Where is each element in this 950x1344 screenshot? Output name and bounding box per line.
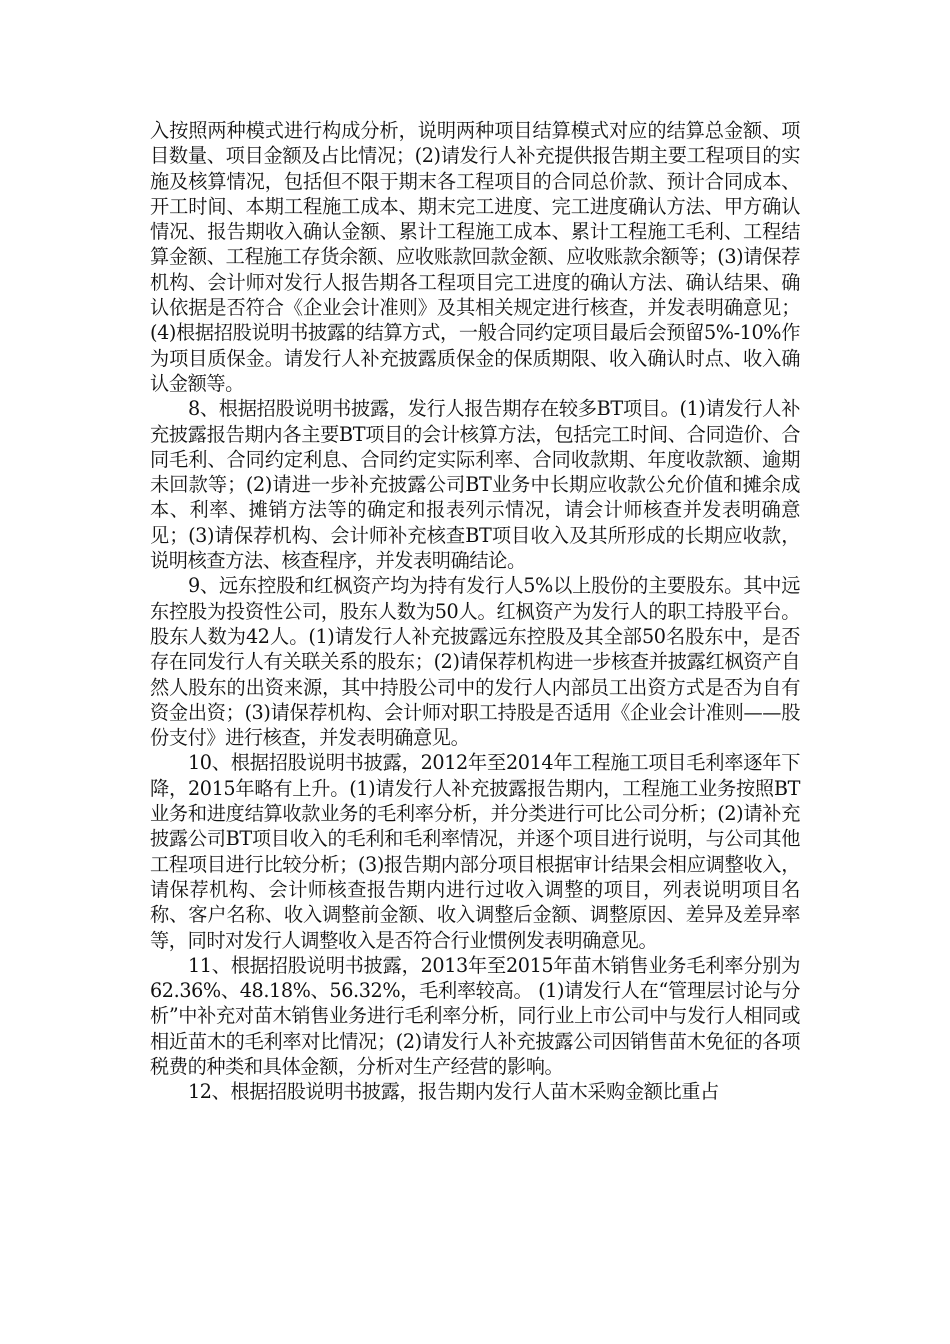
document-page [150, 118, 800, 1105]
paragraph-12: 12、根据招股说明书披露，报告期内发行人苗木采购金额比重占 [188, 1080, 719, 1104]
paragraph-7-continued: 入按照两种模式进行构成分析，说明两种项目结算模式对应的结算总金额、项目数量、项目金额及占比情况；(2)请发行人补充提供报告期主要工程项目的实施及核算情况，包括但不限于期末各工程项目的合同总价款、预计合同成本、开工时间、本期工程施工成本、期末完工进度、完工进度确认方法、甲方确认情况、报告期收入确认金额、累计工程施工成本、累计工程施工毛利、工程结算金额、工程施工存货余额、应收账款回款金额、应收账款余额等；(3)请保荐机构、会计师对发行人报告期各工程项目完工进度的确认方法、确认结果、确认依据是否符合《企业会计准则》及其相关规定进行核查，并发表明确意见；(4)根据招股说明书披露的结算方式，一般合同约定项目最后会预留5%-10%作为项目质保金。请发行人补充披露质保金的保质期限、收入确认时点、收入确认金额等。 [150, 119, 800, 395]
paragraph-11: 11、根据招股说明书披露，2013年至2015年苗木销售业务毛利率分别为62.36%、48.18%、56.32%，毛利率较高。 (1)请发行人在“管理层讨论与分析”中补充对苗木销售业务进行毛利率分析，同行业上市公司中与发行人相同或相近苗木的毛利率对比情况；(2)请发行人补充披露公司因销售苗木免征的各项税费的种类和具体金额，分析对生产经营的影响。 [150, 953, 800, 1078]
paragraph-10: 10、根据招股说明书披露，2012年至2014年工程施工项目毛利率逐年下降，2015年略有上升。(1)请发行人补充披露报告期内，工程施工业务按照BT业务和进度结算收款业务的毛利率分析，并分类进行可比公司分析；(2)请补充披露公司BT项目收入的毛利和毛利率情况，并逐个项目进行说明，与公司其他工程项目进行比较分析；(3)报告期内部分项目根据审计结果会相应调整收入，请保荐机构、会计师核查报告期内进行过收入调整的项目，列表说明项目名称、客户名称、收入调整前金额、收入调整后金额、调整原因、差异及差异率等，同时对发行人调整收入是否符合行业惯例发表明确意见。 [150, 751, 800, 952]
paragraph-8: 8、根据招股说明书披露，发行人报告期存在较多BT项目。(1)请发行人补充披露报告期内各主要BT项目的会计核算方法，包括完工时间、合同造价、合同毛利、合同约定利息、合同约定实际利率、合同收款期、年度收款额、逾期未回款等；(2)请进一步补充披露公司BT业务中长期应收款公允价值和摊余成本、利率、摊销方法等的确定和报表列示情况，请会计师核查并发表明确意见；(3)请保荐机构、会计师补充核查BT项目收入及其所形成的长期应收款，说明核查方法、核查程序，并发表明确结论。 [150, 397, 800, 573]
paragraph-9: 9、远东控股和红枫资产均为持有发行人5%以上股份的主要股东。其中远东控股为投资性公司，股东人数为50人。红枫资产为发行人的职工持股平台。股东人数为42人。(1)请发行人补充披露远东控股及其全部50名股东中，是否存在同发行人有关联关系的股东；(2)请保荐机构进一步核查并披露红枫资产自然人股东的出资来源，其中持股公司中的发行人内部员工出资方式是否为自有资金出资；(3)请保荐机构、会计师对职工持股是否适用《企业会计准则——股份支付》进行核查，并发表明确意见。 [150, 574, 800, 750]
